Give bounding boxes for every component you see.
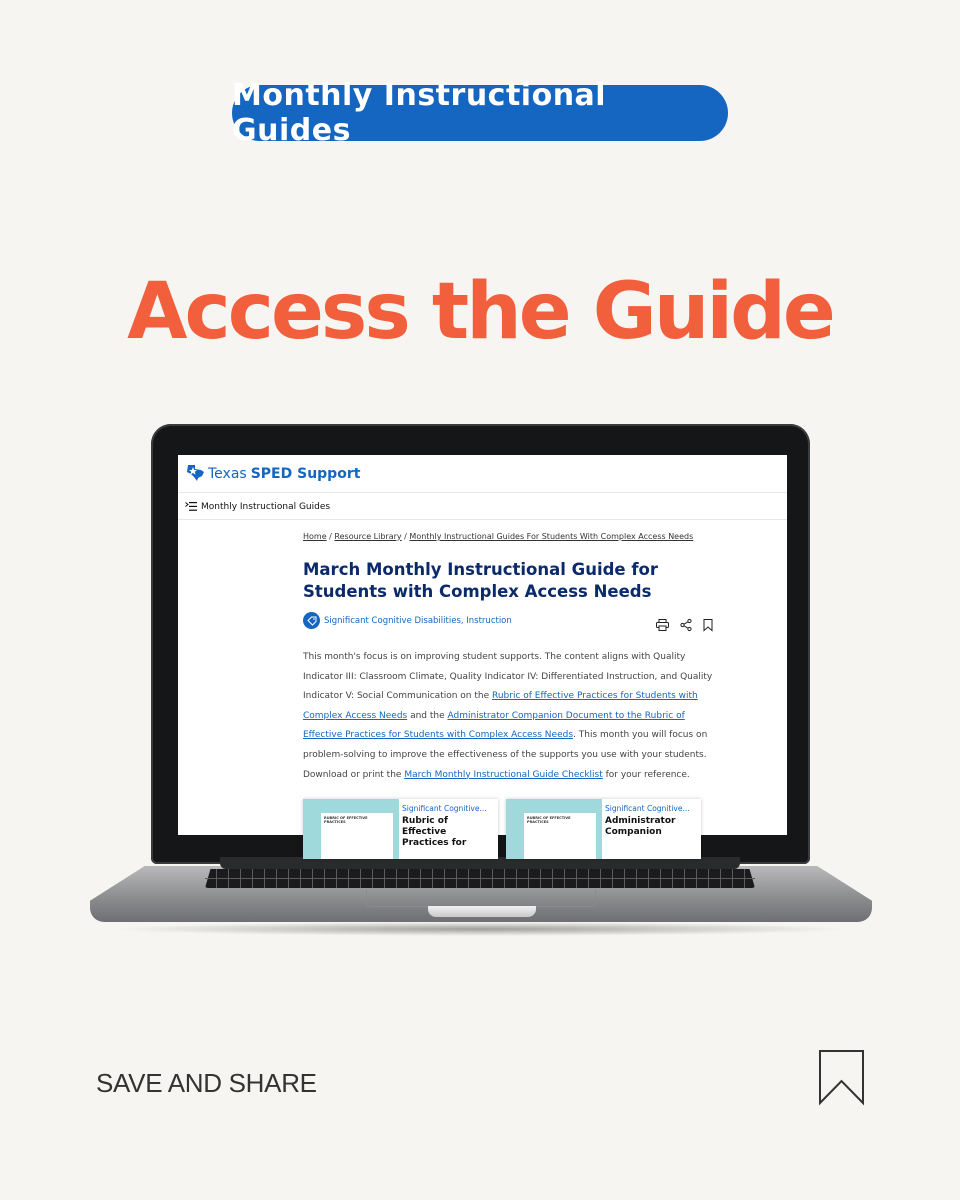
menu-expand-icon[interactable] bbox=[185, 502, 197, 511]
checklist-link[interactable]: March Monthly Instructional Guide Checklist bbox=[404, 769, 603, 780]
resource-card-administrator-companion[interactable] bbox=[506, 799, 701, 859]
site-header bbox=[178, 455, 787, 493]
laptop-keyrow bbox=[205, 878, 755, 879]
intro-text-4: for your reference. bbox=[602, 769, 690, 780]
breadcrumb bbox=[303, 532, 693, 541]
headline: Access the Guide bbox=[127, 267, 833, 357]
section-nav[interactable] bbox=[178, 494, 787, 520]
card-thumbnail-document: RUBRIC OF EFFECTIVE PRACTICES bbox=[524, 813, 596, 859]
card-thumbnail bbox=[506, 799, 602, 859]
administrator-companion-link[interactable]: Administrator Companion Document to the Rubric of Effective Practices for Students with Complex Access Needs bbox=[303, 710, 685, 741]
card-thumbnail bbox=[303, 799, 399, 859]
tag-row[interactable] bbox=[303, 612, 512, 629]
logo-text-texas: Texas bbox=[208, 465, 247, 482]
card-category[interactable]: Significant Cognitive... bbox=[402, 804, 487, 813]
laptop-screen bbox=[178, 455, 787, 848]
site-logo[interactable] bbox=[186, 463, 360, 485]
breadcrumb-home[interactable]: Home bbox=[303, 532, 327, 541]
save-and-share-label: SAVE AND SHARE bbox=[96, 1068, 317, 1098]
bookmark-page-icon[interactable] bbox=[703, 616, 713, 635]
breadcrumb-separator: / bbox=[404, 532, 407, 541]
logo-text-sped-support: SPED Support bbox=[250, 465, 361, 482]
card-title[interactable]: Administrator Companion bbox=[605, 816, 676, 837]
card-thumbnail-document: RUBRIC OF EFFECTIVE PRACTICES bbox=[321, 813, 393, 859]
rubric-link[interactable]: Rubric of Effective Practices for Students with Complex Access Needs bbox=[303, 691, 698, 721]
tag-icon bbox=[303, 612, 320, 629]
share-icon[interactable] bbox=[680, 616, 692, 635]
card-category[interactable]: Significant Cognitive... bbox=[605, 804, 690, 813]
intro-text-3: . This month you will focus on problem-solving to improve the effectiveness of the supports you use with your students. Download or print the bbox=[303, 730, 708, 780]
resource-card-rubric[interactable] bbox=[303, 799, 498, 859]
intro-text-1: This month's focus is on improving student supports. The content aligns with Quality Indicator III: Classroom Climate, Quality Indicator IV: Differentiated Instruction, and Quality Indicator V: Social Communication on the bbox=[303, 652, 713, 702]
breadcrumb-current[interactable]: Monthly Instructional Guides For Students With Complex Access Needs bbox=[409, 532, 694, 541]
laptop-shadow bbox=[110, 922, 850, 936]
page-title: March Monthly Instructional Guide for Students with Complex Access Needs bbox=[303, 560, 659, 601]
intro-text-2: and the bbox=[407, 710, 448, 721]
breadcrumb-resource-library[interactable]: Resource Library bbox=[334, 532, 402, 541]
page-actions bbox=[656, 616, 713, 635]
breadcrumb-separator: / bbox=[329, 532, 332, 541]
section-nav-label: Monthly Instructional Guides bbox=[201, 501, 331, 512]
intro-paragraph bbox=[303, 648, 723, 785]
laptop-notch bbox=[428, 906, 536, 917]
print-icon[interactable] bbox=[656, 616, 669, 635]
texas-map-icon bbox=[186, 463, 206, 485]
tag-labels[interactable]: Significant Cognitive Disabilities, Instruction bbox=[324, 615, 512, 626]
monthly-guides-pill: Monthly Instructional Guides bbox=[232, 85, 728, 141]
card-title[interactable]: Rubric of Effective Practices for bbox=[402, 816, 467, 848]
laptop-touchpad bbox=[366, 890, 596, 907]
bookmark-icon[interactable] bbox=[818, 1050, 866, 1110]
